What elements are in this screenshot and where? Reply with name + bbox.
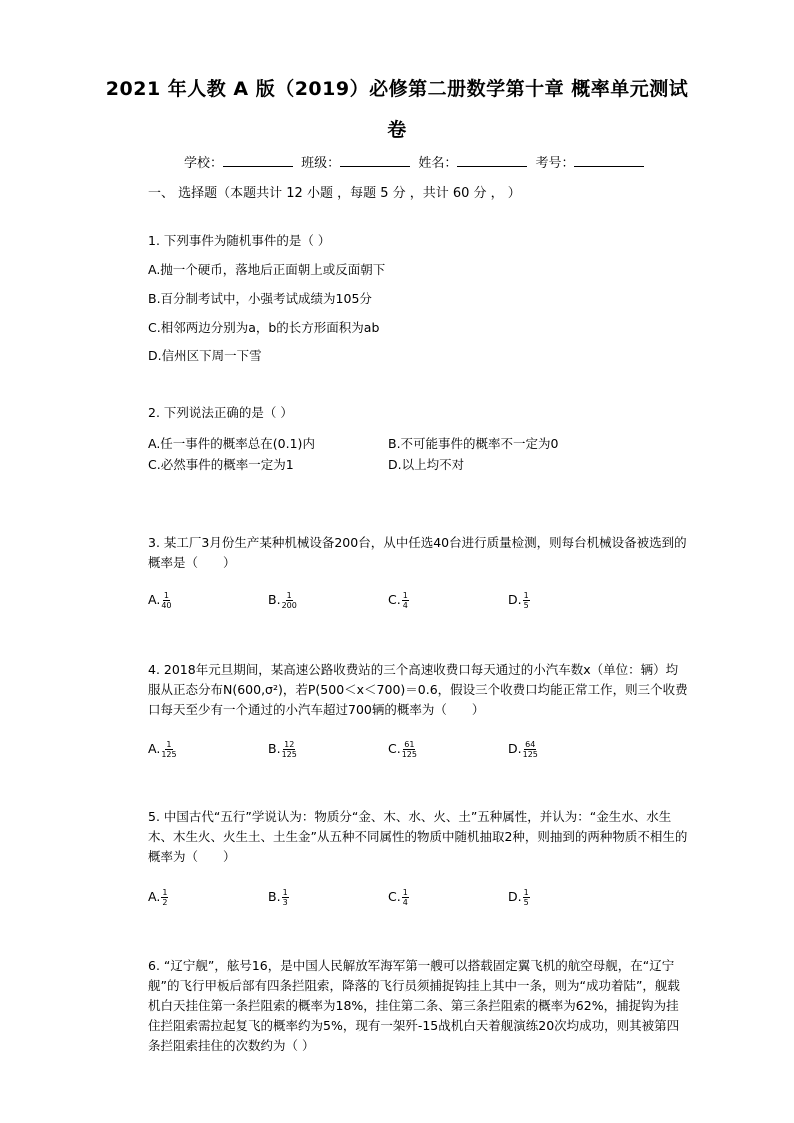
question-5-option-b: B. $\frac{1}{3}$ [268,888,288,907]
question-2-option-b: B.不可能事件的概率不一定为0 [388,436,559,451]
question-2-option-a: A.任一事件的概率总在(0.1)内 [148,436,315,451]
question-3-stem: 3. 某工厂3月份生产某种机械设备200台，从中任选40台进行质量检测，则每台机械设备被选到的概率是（ ） [148,535,687,570]
question-3-option-a: A. $\frac{1}{40}$ [148,591,172,610]
question-3-option-d: D. $\frac{1}{5}$ [508,591,529,610]
question-1-option-a: A.抛一个硬币，落地后正面朝上或反面朝下 [148,262,386,277]
name-blank[interactable] [457,153,527,167]
class-blank[interactable] [340,153,410,167]
student-info-row [184,152,648,171]
question-3-option-c: C. $\frac{1}{4}$ [388,591,408,610]
fraction: $\frac{12}{125}$ [281,740,297,759]
question-5-option-d: D. $\frac{1}{5}$ [508,888,529,907]
fraction: $\frac{1}{4}$ [402,888,408,907]
question-6-stem: 6. “辽宁舰”，舷号16，是中国人民解放军海军第一艘可以搭载固定翼飞机的航空母舰，在“辽宁舰”的飞行甲板后部有四条拦阻索，降落的飞行员须捕捉钩挂上其中一条，则为“成功着陆”，舰载机白天挂住第一条拦阻索的概率为18%，挂住第二条、第三条拦阻索的概率为62%，捕捉钩为挂住拦阻索需拉起复飞的概率约为5%，现有一架歼-15战机白天着舰演练20次均成功，则其被第四条拦阻索挂住的次数约为（ ） [148,958,680,1053]
fraction: $\frac{61}{125}$ [401,740,417,759]
fraction: $\frac{1}{4}$ [402,591,408,610]
school-blank[interactable] [223,153,293,167]
name-label: 姓名： [418,156,458,171]
fraction: $\frac{1}{3}$ [282,888,288,907]
question-1-option-c: C.相邻两边分别为a，b的长方形面积为ab [148,320,380,335]
page-title-continued: 卷 [387,119,407,141]
fraction: $\frac{1}{2}$ [162,888,168,907]
question-5-stem: 5. 中国古代“五行”学说认为：物质分“金、木、水、火、土”五种属性，并认为：“金生水、水生木、木生火、火生土、土生金”从五种不同属性的物质中随机抽取2种，则抽到的两种物质不相生的概率为（ ） [148,809,688,864]
question-3-option-b: B. $\frac{1}{200}$ [268,591,297,610]
question-4-option-d: D. $\frac{64}{125}$ [508,740,538,759]
section-heading: 一、 选择题（本题共计 12 小题 ，每题 5 分 ，共计 60 分 ， ） [148,186,521,201]
question-4-option-b: B. $\frac{12}{125}$ [268,740,297,759]
fraction: $\frac{1}{125}$ [161,740,177,759]
question-2-stem: 2. 下列说法正确的是（ ） [148,405,293,420]
question-4-option-c: C. $\frac{61}{125}$ [388,740,417,759]
fraction: $\frac{1}{5}$ [523,888,529,907]
question-1-option-d: D.信州区下周一下雪 [148,348,262,363]
question-5-option-a: A. $\frac{1}{2}$ [148,888,168,907]
number-blank[interactable] [574,153,644,167]
question-2-option-c: C.必然事件的概率一定为1 [148,457,294,472]
question-4-stem: 4. 2018年元旦期间，某高速公路收费站的三个高速收费口每天通过的小汽车数x（单位：辆）均服从正态分布N(600,σ²)，若P(500＜x＜700)＝0.6，假设三个收费口均能正常工作，则三个收费口每天至少有一个通过的小汽车超过700辆的概率为（ ） [148,662,688,717]
fraction: $\frac{64}{125}$ [522,740,538,759]
class-label: 班级： [301,156,341,171]
question-2-option-d: D.以上均不对 [388,457,465,472]
fraction: $\frac{1}{5}$ [523,591,529,610]
question-4-option-a: A. $\frac{1}{125}$ [148,740,177,759]
number-label: 考号： [535,156,575,171]
fraction: $\frac{1}{200}$ [281,591,297,610]
page-title: 2021 年人教 A 版（2019）必修第二册数学第十章 概率单元测试 [105,78,689,100]
question-1-option-b: B.百分制考试中，小强考试成绩为105分 [148,291,372,306]
question-1-stem: 1. 下列事件为随机事件的是（ ） [148,233,331,248]
fraction: $\frac{1}{40}$ [161,591,172,610]
school-label: 学校： [184,156,224,171]
question-5-option-c: C. $\frac{1}{4}$ [388,888,408,907]
